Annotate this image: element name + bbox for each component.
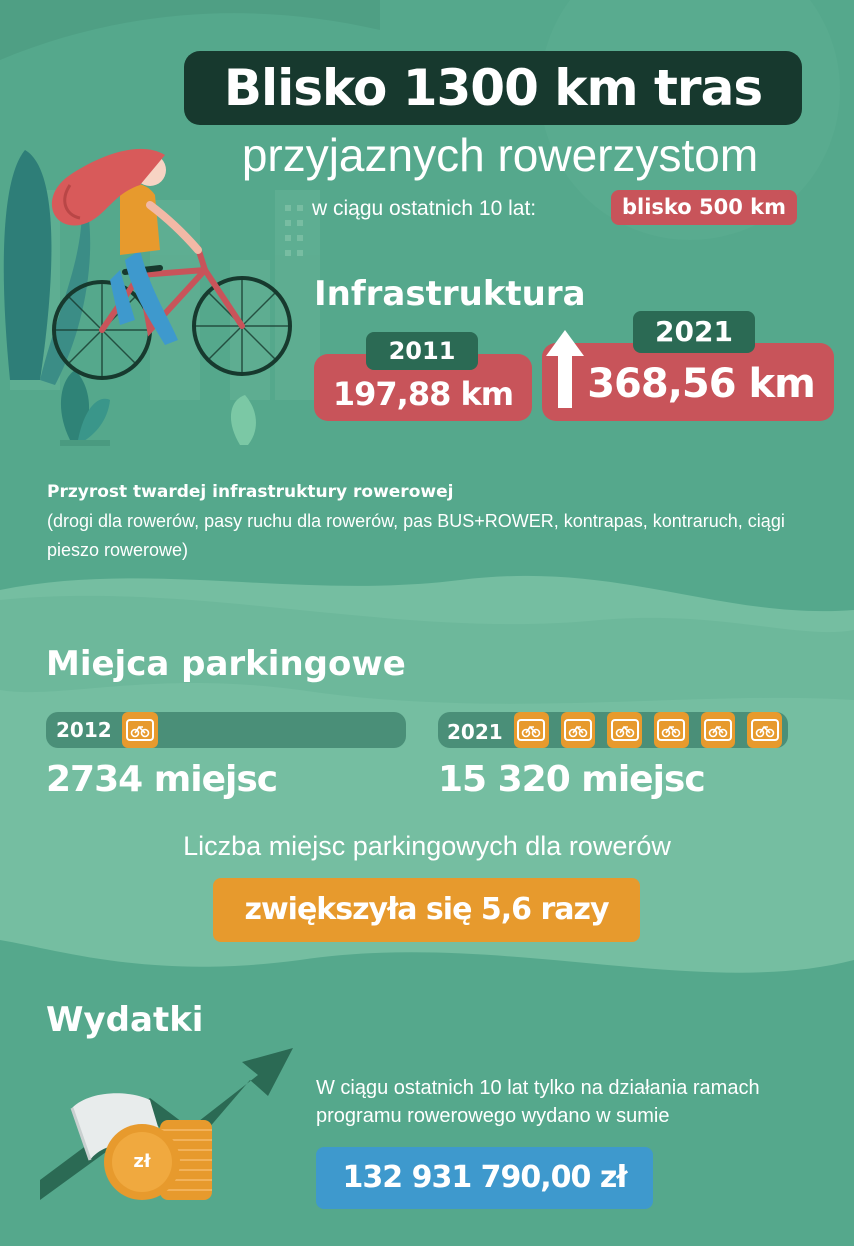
bike-parking-icon [654, 712, 689, 748]
spending-amount: 132 931 790,00 zł [316, 1147, 653, 1209]
value-2011-box: 197,88 km [314, 354, 532, 421]
bike-parking-icon [514, 712, 549, 748]
spending-text: W ciągu ostatnich 10 lat tylko na działania ramach programu rowerowego wydano w sumie [316, 1077, 760, 1127]
description-bold: Przyrost twardej infrastruktury rowerowej [47, 482, 454, 502]
infrastructure-description [47, 478, 827, 565]
recent-label: w ciągu ostatnich 10 lat: [312, 197, 537, 220]
recent-value-badge: blisko 500 km [611, 190, 797, 225]
parking-year-2012: 2012 [56, 718, 112, 742]
parking-icons-2012 [122, 712, 158, 748]
parking-statement: Liczba miejsc parkingowych dla rowerów [183, 831, 671, 861]
parking-year-2021: 2021 [447, 720, 503, 744]
year-2011-tag: 2011 [366, 332, 478, 370]
parking-heading: Miejca parkingowe [46, 644, 406, 684]
bike-parking-icon [701, 712, 736, 748]
bike-parking-icon [607, 712, 642, 748]
places-2021: 15 320 miejsc [438, 759, 705, 800]
main-title: Blisko 1300 km tras [184, 51, 802, 125]
places-2012: 2734 miejsc [46, 759, 278, 800]
bike-parking-icon [122, 712, 158, 748]
year-2021-tag: 2021 [633, 311, 755, 353]
coin-label: zł [133, 1151, 151, 1172]
increase-badge: zwiększyła się 5,6 razy [213, 878, 640, 942]
description-detail: (drogi dla rowerów, pasy ruchu dla rowerów, pas BUS+ROWER, kontrapas, kontraruch, ciągi pieszo rowerowe) [47, 511, 785, 560]
arrow-up-icon [546, 330, 584, 408]
spending-heading: Wydatki [46, 1000, 204, 1040]
bike-parking-icon [561, 712, 596, 748]
parking-icons-2021 [514, 712, 782, 748]
subtitle: przyjaznych rowerzystom [241, 129, 759, 181]
infrastructure-heading: Infrastruktura [314, 274, 586, 314]
bike-parking-icon [747, 712, 782, 748]
value-2021-box: 368,56 km [542, 343, 834, 421]
